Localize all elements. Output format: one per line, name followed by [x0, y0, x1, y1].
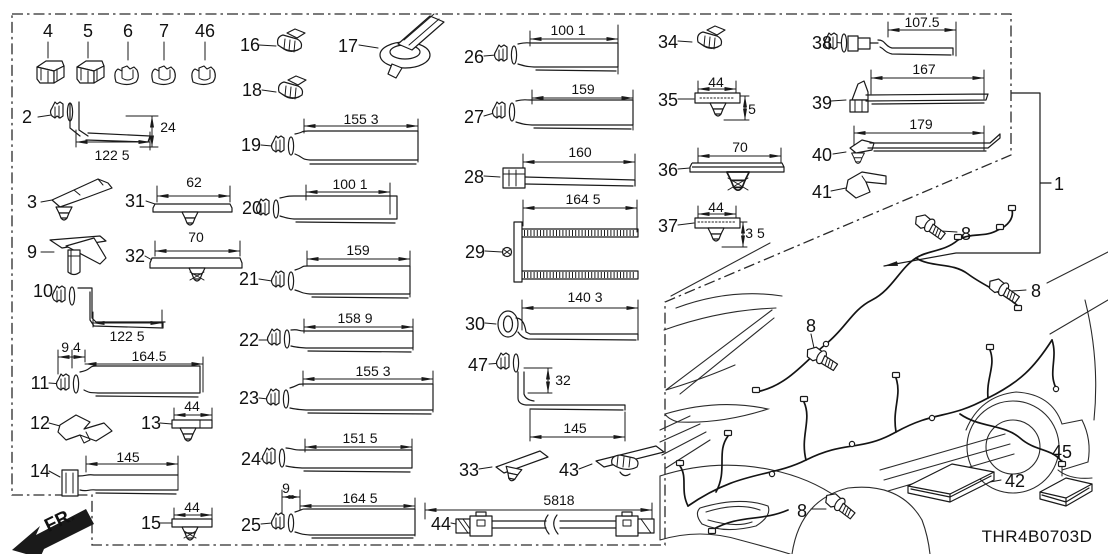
part-label-3: 3 [26, 192, 38, 212]
dimension-label: 32 [555, 372, 571, 388]
dimension-label: 159 [346, 242, 370, 258]
part-label-20: 20 [241, 198, 263, 218]
part-label-25: 25 [240, 515, 262, 535]
dimension-label: 9 [282, 480, 290, 496]
dimension-label: 5818 [543, 492, 575, 508]
part-label-8: 8 [1030, 281, 1042, 301]
dimension-label: 145 [116, 449, 140, 465]
dimension-label: 122 5 [109, 328, 145, 344]
dimension-label: 100 1 [550, 22, 586, 38]
part-label-5: 5 [82, 21, 94, 41]
part-label-26: 26 [463, 47, 485, 67]
dimension-label: 164.5 [131, 348, 167, 364]
dimension-label: 158 9 [337, 310, 373, 326]
part-label-24: 24 [240, 449, 262, 469]
dimension-label: 164 5 [342, 490, 378, 506]
part-label-44: 44 [430, 514, 452, 534]
dimension-label: 5 [748, 101, 756, 117]
part-label-18: 18 [241, 80, 263, 100]
part-label-22: 22 [238, 330, 260, 350]
part-label-42: 42 [1004, 471, 1026, 491]
dimension-label: 44 [708, 199, 724, 215]
part-label-8: 8 [805, 316, 817, 336]
dimension-label: 159 [571, 81, 595, 97]
part-label-21: 21 [238, 269, 260, 289]
part-label-36: 36 [657, 160, 679, 180]
part-label-10: 10 [32, 281, 54, 301]
diagram-code: THR4B0703D [981, 527, 1093, 546]
dimension-label: 107.5 [904, 14, 940, 30]
part-label-41: 41 [811, 182, 833, 202]
part-label-6: 6 [122, 21, 134, 41]
dimension-label: 44 [184, 499, 200, 515]
dimension-label: 155 3 [355, 363, 391, 379]
dimension-label: 9 4 [61, 339, 81, 355]
dimension-label: 179 [909, 116, 933, 132]
dimension-label: 140 3 [567, 289, 603, 305]
part-label-4: 4 [42, 21, 54, 41]
part-label-12: 12 [29, 413, 51, 433]
dimension-label: 155 3 [343, 111, 379, 127]
dimension-label: 44 [184, 398, 200, 414]
dimension-label: 151 5 [342, 430, 378, 446]
part-label-45: 45 [1051, 442, 1073, 462]
part-label-17: 17 [337, 36, 359, 56]
part-label-40: 40 [811, 145, 833, 165]
part-label-1: 1 [1053, 174, 1065, 194]
part-label-15: 15 [140, 513, 162, 533]
part-label-37: 37 [657, 216, 679, 236]
part-label-33: 33 [458, 460, 480, 480]
part-label-35: 35 [657, 90, 679, 110]
part-label-11: 11 [30, 373, 50, 393]
dimension-label: 44 [708, 74, 724, 90]
part-label-30: 30 [464, 314, 486, 334]
dimension-label: 3 5 [745, 225, 765, 241]
part-label-47: 47 [467, 355, 489, 375]
dimension-label: 62 [186, 174, 202, 190]
part-label-29: 29 [464, 242, 486, 262]
dimension-label: 167 [912, 61, 936, 77]
part-label-34: 34 [657, 32, 679, 52]
part-label-2: 2 [21, 107, 33, 127]
part-label-38: 38 [811, 33, 833, 53]
dimension-label: 24 [160, 119, 176, 135]
part-label-28: 28 [463, 167, 485, 187]
dimension-label: 160 [568, 144, 592, 160]
part-label-43: 43 [558, 460, 580, 480]
part-label-9: 9 [26, 242, 38, 262]
part-label-14: 14 [29, 461, 51, 481]
part-label-27: 27 [463, 107, 485, 127]
part-label-46: 46 [194, 21, 216, 41]
dimension-label: 164 5 [565, 191, 601, 207]
part-label-23: 23 [238, 388, 260, 408]
dimension-label: 70 [732, 139, 748, 155]
grommet-17 [380, 14, 444, 78]
cord-44 [456, 512, 654, 536]
part-label-13: 13 [140, 413, 162, 433]
part-label-8: 8 [796, 501, 808, 521]
fr-direction-label: FR. [41, 504, 79, 537]
dimension-label: 100 1 [332, 176, 368, 192]
dimension-label: 122 5 [94, 147, 130, 163]
part-label-7: 7 [158, 21, 170, 41]
part-label-32: 32 [124, 246, 146, 266]
dimension-label: 70 [188, 229, 204, 245]
part-label-8: 8 [960, 224, 972, 244]
dimension-label: 145 [563, 420, 587, 436]
part-label-19: 19 [240, 135, 262, 155]
part-label-31: 31 [124, 191, 146, 211]
label-leaders [38, 41, 1065, 524]
part-label-16: 16 [239, 35, 261, 55]
part-label-39: 39 [811, 93, 833, 113]
